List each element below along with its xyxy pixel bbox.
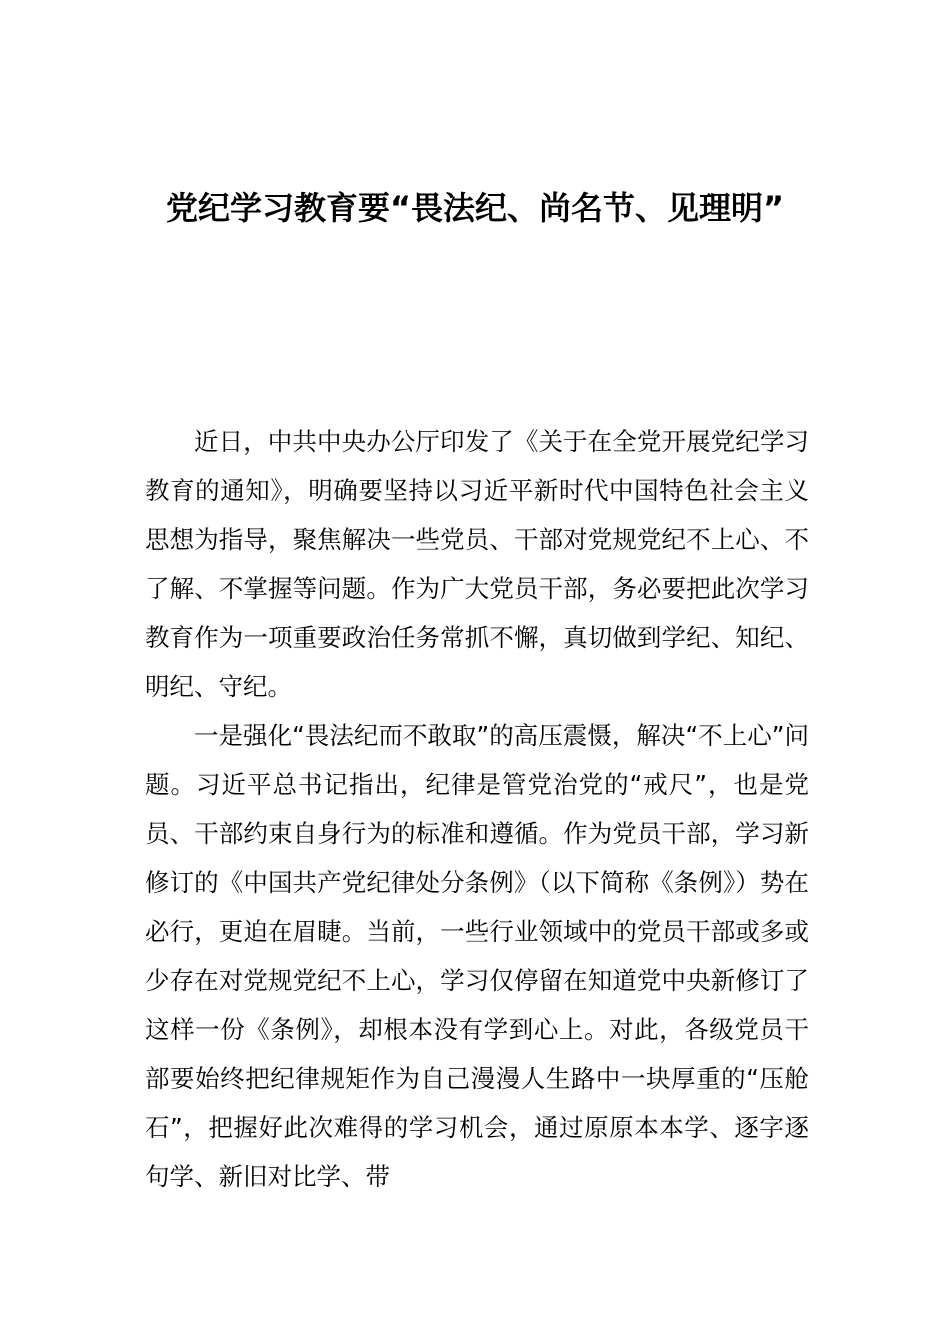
document-body [145,417,809,1201]
document-title: 党纪学习教育要“畏法纪、尚名节、见理明” [165,189,785,227]
paragraph-intro: 近日，中共中央办公厅印发了《关于在全党开展党纪学习教育的通知》，明确要坚持以习近平新时代中国特色社会主义思想为指导，聚焦解决一些党员、干部对党规党纪不上心、不了解、不掌握等问题。作为广大党员干部，务必要把此次学习教育作为一项重要政治任务常抓不懈，真切做到学纪、知纪、明纪、守纪。 [145,427,809,701]
paragraph-point-one: 一是强化“畏法纪而不敢取”的高压震慑，解决“不上心”问题。习近平总书记指出，纪律是管党治党的“戒尺”，也是党员、干部约束自身行为的标准和遵循。作为党员干部，学习新修订的《中国共产党纪律处分条例》（以下简称《条例》）势在必行，更迫在眉睫。当前，一些行业领域中的党员干部或多或少存在对党规党纪不上心，学习仅停留在知道党中央新修订了这样一份《条例》，却根本没有学到心上。对此，各级党员干部要始终把纪律规矩作为自己漫漫人生路中一块厚重的“压舱石”，把握好此次难得的学习机会，通过原原本本学、逐字逐句学、新旧对比学、带 [145,721,809,1191]
